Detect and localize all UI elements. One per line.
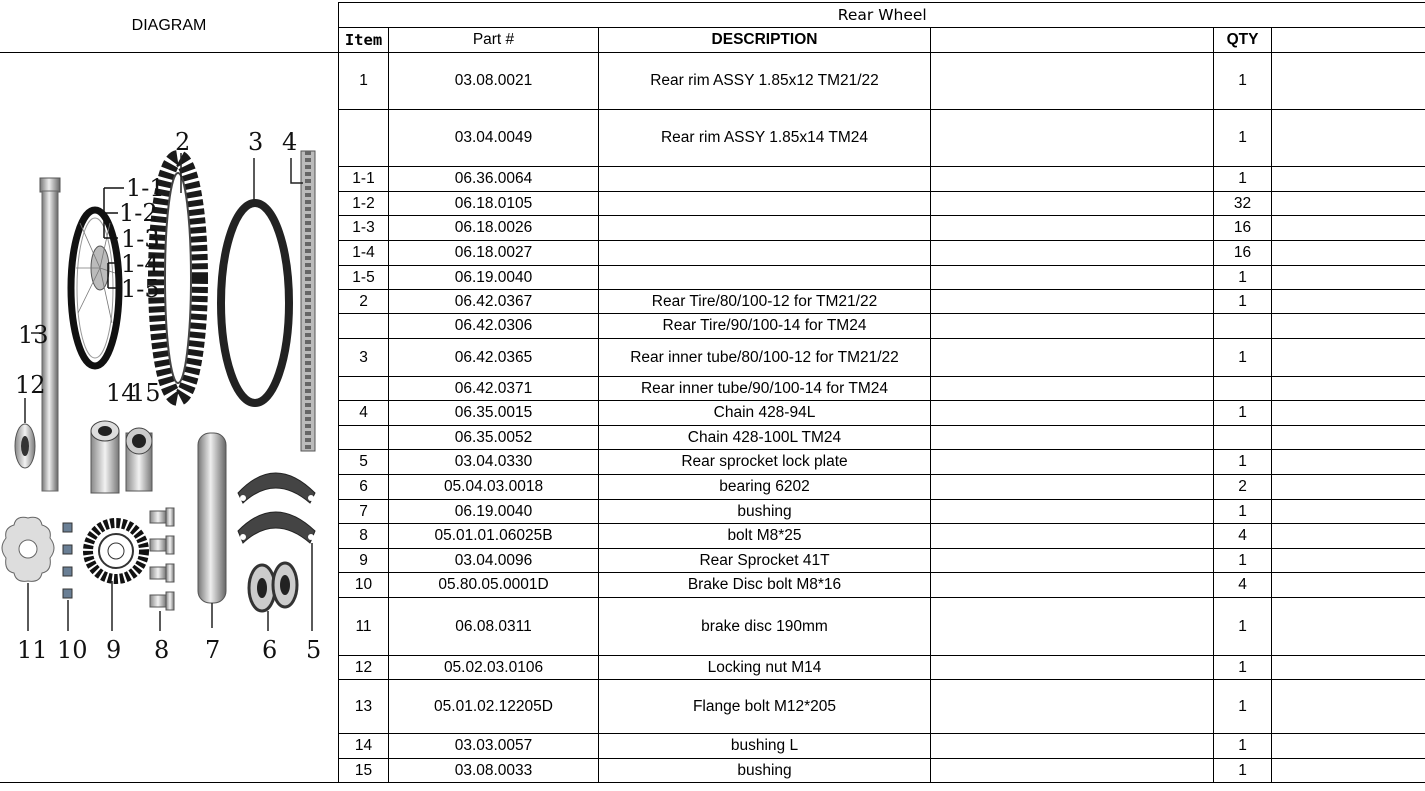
cell-blank [931,290,1214,314]
cell-qty: 16 [1214,241,1272,266]
cell-description: bolt M8*25 [599,524,931,549]
cell-qty: 4 [1214,524,1272,549]
callout-11: 11 [17,636,48,664]
cell-extra [1272,241,1425,266]
cell-item: 4 [339,401,389,426]
table-row [339,377,1425,401]
cell-item: 3 [339,339,389,377]
cell-qty: 32 [1214,192,1272,216]
cell-description [599,241,931,266]
cell-extra [1272,475,1425,500]
cell-part: 06.36.0064 [389,167,599,192]
table-row [339,241,1425,266]
cell-part: 06.35.0052 [389,426,599,450]
cell-blank [931,450,1214,475]
cell-part: 03.03.0057 [389,734,599,759]
cell-description [599,266,931,290]
cell-description [599,216,931,241]
cell-item: 9 [339,549,389,573]
callout-12: 12 [15,371,46,399]
cell-part: 03.04.0049 [389,110,599,167]
brake-disc-bolt-icon [63,523,72,631]
table-row [339,426,1425,450]
cell-blank [931,524,1214,549]
cell-blank [931,339,1214,377]
cell-item: 2 [339,290,389,314]
table-row [339,339,1425,377]
cell-description: Rear Tire/80/100-12 for TM21/22 [599,290,931,314]
parts-table [338,2,1425,783]
table-title-row [339,3,1425,28]
header-qty: QTY [1214,28,1272,53]
table-row [339,167,1425,192]
cell-part: 05.01.01.06025B [389,524,599,549]
cell-extra [1272,216,1425,241]
bolt-m8-icon [150,508,174,631]
cell-item: 7 [339,500,389,524]
table-header-row [339,28,1425,53]
callout-1-2: 1-2 [119,199,158,227]
cell-qty: 1 [1214,401,1272,426]
cell-extra [1272,290,1425,314]
cell-description: Brake Disc bolt M8*16 [599,573,931,598]
cell-qty: 1 [1214,110,1272,167]
header-description: DESCRIPTION [599,28,931,53]
cell-extra [1272,450,1425,475]
table-row [339,598,1425,656]
cell-description [599,192,931,216]
callout-10: 10 [57,636,88,664]
header-item: Item [339,28,389,53]
header-extra [1272,28,1425,53]
callout-1-1: 1-1 [126,174,165,202]
cell-part: 06.42.0306 [389,314,599,339]
cell-item: 1-4 [339,241,389,266]
brake-disc-icon [2,517,54,631]
cell-description: Rear rim ASSY 1.85x12 TM21/22 [599,53,931,110]
diagram-panel [0,53,338,783]
cell-extra [1272,734,1425,759]
inner-tube-icon [221,158,289,403]
cell-qty: 1 [1214,53,1272,110]
cell-part: 06.42.0371 [389,377,599,401]
table-row [339,450,1425,475]
cell-part: 06.42.0365 [389,339,599,377]
cell-item [339,426,389,450]
cell-qty: 1 [1214,339,1272,377]
table-row [339,549,1425,573]
cell-item: 12 [339,656,389,680]
cell-blank [931,426,1214,450]
cell-qty: 1 [1214,266,1272,290]
cell-qty: 1 [1214,450,1272,475]
exploded-parts-diagram [0,113,338,673]
cell-part: 06.35.0015 [389,401,599,426]
cell-extra [1272,110,1425,167]
cell-description: Rear inner tube/80/100-12 for TM21/22 [599,339,931,377]
callout-14: 14 [106,379,137,407]
cell-description: Locking nut M14 [599,656,931,680]
cell-extra [1272,53,1425,110]
chain-icon [291,151,315,451]
cell-item: 14 [339,734,389,759]
cell-description: brake disc 190mm [599,598,931,656]
callout-1-3: 1-3 [121,225,160,253]
cell-blank [931,549,1214,573]
cell-extra [1272,426,1425,450]
callout-1-4: 1-4 [121,250,160,278]
cell-qty [1214,377,1272,401]
cell-item: 1-3 [339,216,389,241]
cell-part: 03.08.0033 [389,759,599,783]
cell-item [339,110,389,167]
table-row [339,53,1425,110]
cell-extra [1272,500,1425,524]
cell-item: 1 [339,53,389,110]
cell-blank [931,53,1214,110]
cell-description: bushing [599,759,931,783]
spacer-bushing-icon [198,433,226,628]
cell-part: 03.04.0330 [389,450,599,475]
cell-qty [1214,426,1272,450]
table-row [339,401,1425,426]
bushing-l-icon [91,421,119,493]
cell-part: 05.01.02.12205D [389,680,599,734]
table-row [339,734,1425,759]
cell-description: Rear inner tube/90/100-14 for TM24 [599,377,931,401]
cell-part: 05.80.05.0001D [389,573,599,598]
cell-qty: 1 [1214,734,1272,759]
table-row [339,524,1425,549]
cell-description: bearing 6202 [599,475,931,500]
cell-blank [931,573,1214,598]
callout-4: 4 [282,128,298,156]
cell-part: 03.08.0021 [389,53,599,110]
cell-description: bushing L [599,734,931,759]
cell-item: 8 [339,524,389,549]
cell-item: 10 [339,573,389,598]
cell-item [339,377,389,401]
table-row [339,500,1425,524]
cell-extra [1272,192,1425,216]
cell-blank [931,167,1214,192]
cell-blank [931,314,1214,339]
cell-part: 06.18.0026 [389,216,599,241]
cell-blank [931,475,1214,500]
bushing-icon [126,428,152,491]
cell-extra [1272,549,1425,573]
table-row [339,290,1425,314]
callout-2: 2 [175,128,191,156]
cell-qty [1214,314,1272,339]
cell-blank [931,216,1214,241]
table-row [339,759,1425,783]
cell-item [339,314,389,339]
table-row [339,192,1425,216]
cell-description: Rear Tire/90/100-14 for TM24 [599,314,931,339]
cell-blank [931,241,1214,266]
cell-item: 13 [339,680,389,734]
locking-nut-icon [15,398,35,468]
bearing-icon [249,563,297,631]
rear-rim-icon [71,188,124,366]
cell-description: bushing [599,500,931,524]
callout-8: 8 [154,636,170,664]
callout-5: 5 [306,636,322,664]
table-row [339,314,1425,339]
cell-extra [1272,314,1425,339]
cell-description: Rear rim ASSY 1.85x14 TM24 [599,110,931,167]
cell-part: 06.19.0040 [389,500,599,524]
cell-extra [1272,377,1425,401]
cell-blank [931,680,1214,734]
callout-13: 13 [18,321,49,349]
cell-blank [931,598,1214,656]
table-row [339,110,1425,167]
callout-9: 9 [106,636,122,664]
cell-blank [931,759,1214,783]
header-blank [931,28,1214,53]
cell-part: 03.04.0096 [389,549,599,573]
cell-qty: 4 [1214,573,1272,598]
cell-extra [1272,401,1425,426]
cell-qty: 16 [1214,216,1272,241]
cell-extra [1272,656,1425,680]
cell-description: Flange bolt M12*205 [599,680,931,734]
table-row [339,216,1425,241]
cell-qty: 2 [1214,475,1272,500]
table-row [339,656,1425,680]
cell-description [599,167,931,192]
cell-extra [1272,524,1425,549]
rear-sprocket-icon [88,523,144,631]
sprocket-lock-plate-icon [238,473,315,631]
cell-extra [1272,167,1425,192]
cell-description: Chain 428-100L TM24 [599,426,931,450]
cell-item: 11 [339,598,389,656]
cell-item: 1-2 [339,192,389,216]
callout-3: 3 [248,128,264,156]
cell-description: Rear sprocket lock plate [599,450,931,475]
header-part: Part # [389,28,599,53]
cell-extra [1272,759,1425,783]
cell-qty: 1 [1214,759,1272,783]
cell-blank [931,266,1214,290]
cell-extra [1272,598,1425,656]
callout-1-5: 1-5 [121,275,160,303]
cell-item: 5 [339,450,389,475]
cell-part: 06.08.0311 [389,598,599,656]
cell-extra [1272,573,1425,598]
table-row [339,573,1425,598]
cell-item: 15 [339,759,389,783]
cell-qty: 1 [1214,167,1272,192]
cell-part: 06.18.0105 [389,192,599,216]
cell-qty: 1 [1214,290,1272,314]
diagram-header: DIAGRAM [0,0,338,53]
cell-part: 06.19.0040 [389,266,599,290]
cell-blank [931,734,1214,759]
cell-part: 06.18.0027 [389,241,599,266]
cell-blank [931,401,1214,426]
cell-extra [1272,680,1425,734]
cell-item: 1-1 [339,167,389,192]
cell-qty: 1 [1214,500,1272,524]
cell-qty: 1 [1214,598,1272,656]
table-row [339,266,1425,290]
cell-qty: 1 [1214,656,1272,680]
cell-blank [931,192,1214,216]
table-row [339,680,1425,734]
cell-description: Chain 428-94L [599,401,931,426]
cell-qty: 1 [1214,549,1272,573]
cell-part: 05.04.03.0018 [389,475,599,500]
cell-extra [1272,339,1425,377]
callout-7: 7 [205,636,221,664]
cell-part: 06.42.0367 [389,290,599,314]
cell-blank [931,377,1214,401]
callout-6: 6 [262,636,278,664]
cell-blank [931,656,1214,680]
cell-item: 1-5 [339,266,389,290]
cell-blank [931,500,1214,524]
cell-qty: 1 [1214,680,1272,734]
cell-description: Rear Sprocket 41T [599,549,931,573]
cell-part: 05.02.03.0106 [389,656,599,680]
cell-item: 6 [339,475,389,500]
callout-15: 15 [130,379,161,407]
table-row [339,475,1425,500]
table-title: Rear Wheel [339,3,1425,28]
cell-extra [1272,266,1425,290]
cell-blank [931,110,1214,167]
